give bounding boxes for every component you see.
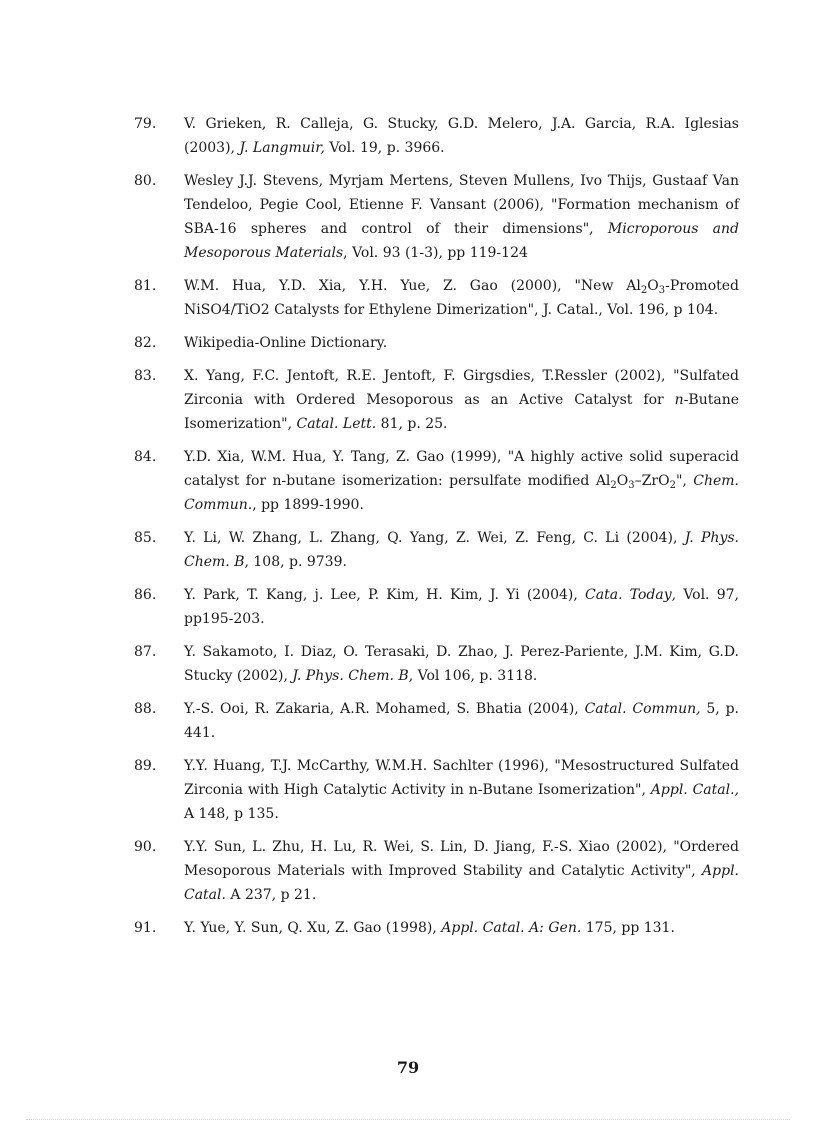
reference-item xyxy=(134,364,739,436)
subscript: 2 xyxy=(610,480,617,491)
reference-number: 82. xyxy=(134,335,157,351)
reference-details: 5, p. 441. xyxy=(184,701,739,741)
reference-text: Wikipedia-Online Dictionary. xyxy=(184,335,388,351)
formula-part: O xyxy=(616,473,629,489)
reference-title-rest: ", xyxy=(675,473,687,489)
reference-journal: Cata. Today xyxy=(585,587,672,603)
reference-number: 86. xyxy=(134,587,157,603)
reference-title-rest: -Butane Isomerization", xyxy=(184,392,739,432)
reference-title-rest: -Promoted NiSO4/TiO2 Catalysts for Ethylene Dimerization", J. Catal., Vol. 196, p 104. xyxy=(184,278,739,318)
reference-item xyxy=(134,445,739,517)
reference-item xyxy=(134,526,739,574)
page-bottom-divider xyxy=(26,1119,790,1120)
reference-item xyxy=(134,169,739,265)
reference-number: 80. xyxy=(134,173,157,189)
reference-number: 87. xyxy=(134,644,157,660)
reference-details: , Vol. 93 (1-3), pp 119-124 xyxy=(343,245,528,261)
reference-item xyxy=(134,274,739,322)
reference-number: 90. xyxy=(134,839,157,855)
reference-number: 84. xyxy=(134,449,157,465)
reference-authors: Y.Y. Sun, L. Zhu, H. Lu, R. Wei, S. Lin, D. Jiang, F.-S. Xiao (2002), "Ordered Mesoporous Materials with Improved Stability and Catalytic Activity", xyxy=(184,839,739,879)
reference-authors: X. Yang, F.C. Jentoft, R.E. Jentoft, F. Girgsdies, T.Ressler (2002), "Sulfated Zirconia with Ordered Mesoporous as an Active Catalyst for xyxy=(184,368,739,408)
reference-item xyxy=(134,835,739,907)
reference-details: A 237, p 21. xyxy=(230,887,317,903)
reference-journal: Microporous and Mesoporous Materials xyxy=(184,221,740,261)
reference-item xyxy=(134,331,739,355)
reference-number: 81. xyxy=(134,278,157,294)
reference-details: 81, p. 25. xyxy=(380,416,448,432)
reference-number: 88. xyxy=(134,701,157,717)
reference-details: , Vol. 97, pp195-203. xyxy=(184,587,739,627)
reference-details: 175, pp 131. xyxy=(585,920,675,936)
reference-journal: Chem. Commun. xyxy=(184,473,740,513)
reference-item xyxy=(134,916,739,940)
reference-details: Vol. 19, p. 3966. xyxy=(329,140,445,156)
reference-journal: J. Phys. Chem. B xyxy=(184,530,739,570)
reference-number: 85. xyxy=(134,530,157,546)
reference-item xyxy=(134,754,739,826)
reference-journal: J. Phys. Chem. B xyxy=(292,668,409,684)
reference-authors: V. Grieken, R. Calleja, G. Stucky, G.D. Melero, J.A. Garcia, R.A. Iglesias (2003), xyxy=(184,116,739,156)
reference-details: , Vol 106, p. 3118. xyxy=(408,668,538,684)
formula-part: O xyxy=(647,278,659,294)
page-number: 79 xyxy=(396,1058,420,1077)
reference-journal: J. Langmuir, xyxy=(239,140,325,156)
reference-number: 91. xyxy=(134,920,157,936)
subscript: 2 xyxy=(640,285,648,296)
reference-authors: Y. Li, W. Zhang, L. Zhang, Q. Yang, Z. Wei, Z. Feng, C. Li (2004), xyxy=(184,530,678,546)
reference-journal: Appl. Catal., xyxy=(650,782,740,798)
reference-details: A 148, p 135. xyxy=(184,806,279,822)
reference-authors: Y. Sakamoto, I. Diaz, O. Terasaki, D. Zhao, J. Perez-Pariente, J.M. Kim, G.D. Stucky (2002), xyxy=(184,644,739,684)
reference-details: , pp 1899-1990. xyxy=(252,497,364,513)
reference-number: 89. xyxy=(134,758,157,774)
reference-authors: Y.D. Xia, W.M. Hua, Y. Tang, Z. Gao (1999), "A highly active solid superacid catalyst for n-butane isomerization: persulfate modified Al xyxy=(184,449,739,489)
reference-authors: W.M. Hua, Y.D. Xia, Y.H. Yue, Z. Gao (2000), "New Al xyxy=(184,278,641,294)
reference-item xyxy=(134,583,739,631)
reference-number: 79. xyxy=(134,116,157,132)
reference-list xyxy=(134,112,739,949)
reference-authors: Y. Park, T. Kang, j. Lee, P. Kim, H. Kim, J. Yi (2004), xyxy=(184,587,578,603)
reference-details: , 108, p. 9739. xyxy=(244,554,347,570)
reference-item xyxy=(134,640,739,688)
subscript: 3 xyxy=(628,480,635,491)
reference-authors: Y.Y. Huang, T.J. McCarthy, W.M.H. Sachlter (1996), "Mesostructured Sulfated Zirconia with High Catalytic Activity in n-Butane Isomerization", xyxy=(184,758,739,798)
reference-authors: Wesley J.J. Stevens, Myrjam Mertens, Steven Mullens, Ivo Thijs, Gustaaf Van Tendeloo, Pegie Cool, Etienne F. Vansant (2006), "Formation mechanism of SBA-16 spheres and control of their dimensions", xyxy=(184,173,739,237)
reference-authors: Y.-S. Ooi, R. Zakaria, A.R. Mohamed, S. Bhatia (2004), xyxy=(184,701,579,717)
formula-part: –ZrO xyxy=(634,473,670,489)
reference-journal: Appl. Catal. xyxy=(184,863,739,903)
subscript: 2 xyxy=(669,480,676,491)
italic-n: n xyxy=(674,392,684,408)
reference-item xyxy=(134,697,739,745)
reference-item xyxy=(134,112,739,160)
reference-journal: Catal. Lett. xyxy=(296,416,377,432)
reference-number: 83. xyxy=(134,368,157,384)
reference-authors: Y. Yue, Y. Sun, Q. Xu, Z. Gao (1998), xyxy=(184,920,437,936)
subscript: 3 xyxy=(658,285,666,296)
reference-journal: Catal. Commun, xyxy=(584,701,701,717)
reference-journal: Appl. Catal. A: Gen. xyxy=(441,920,582,936)
